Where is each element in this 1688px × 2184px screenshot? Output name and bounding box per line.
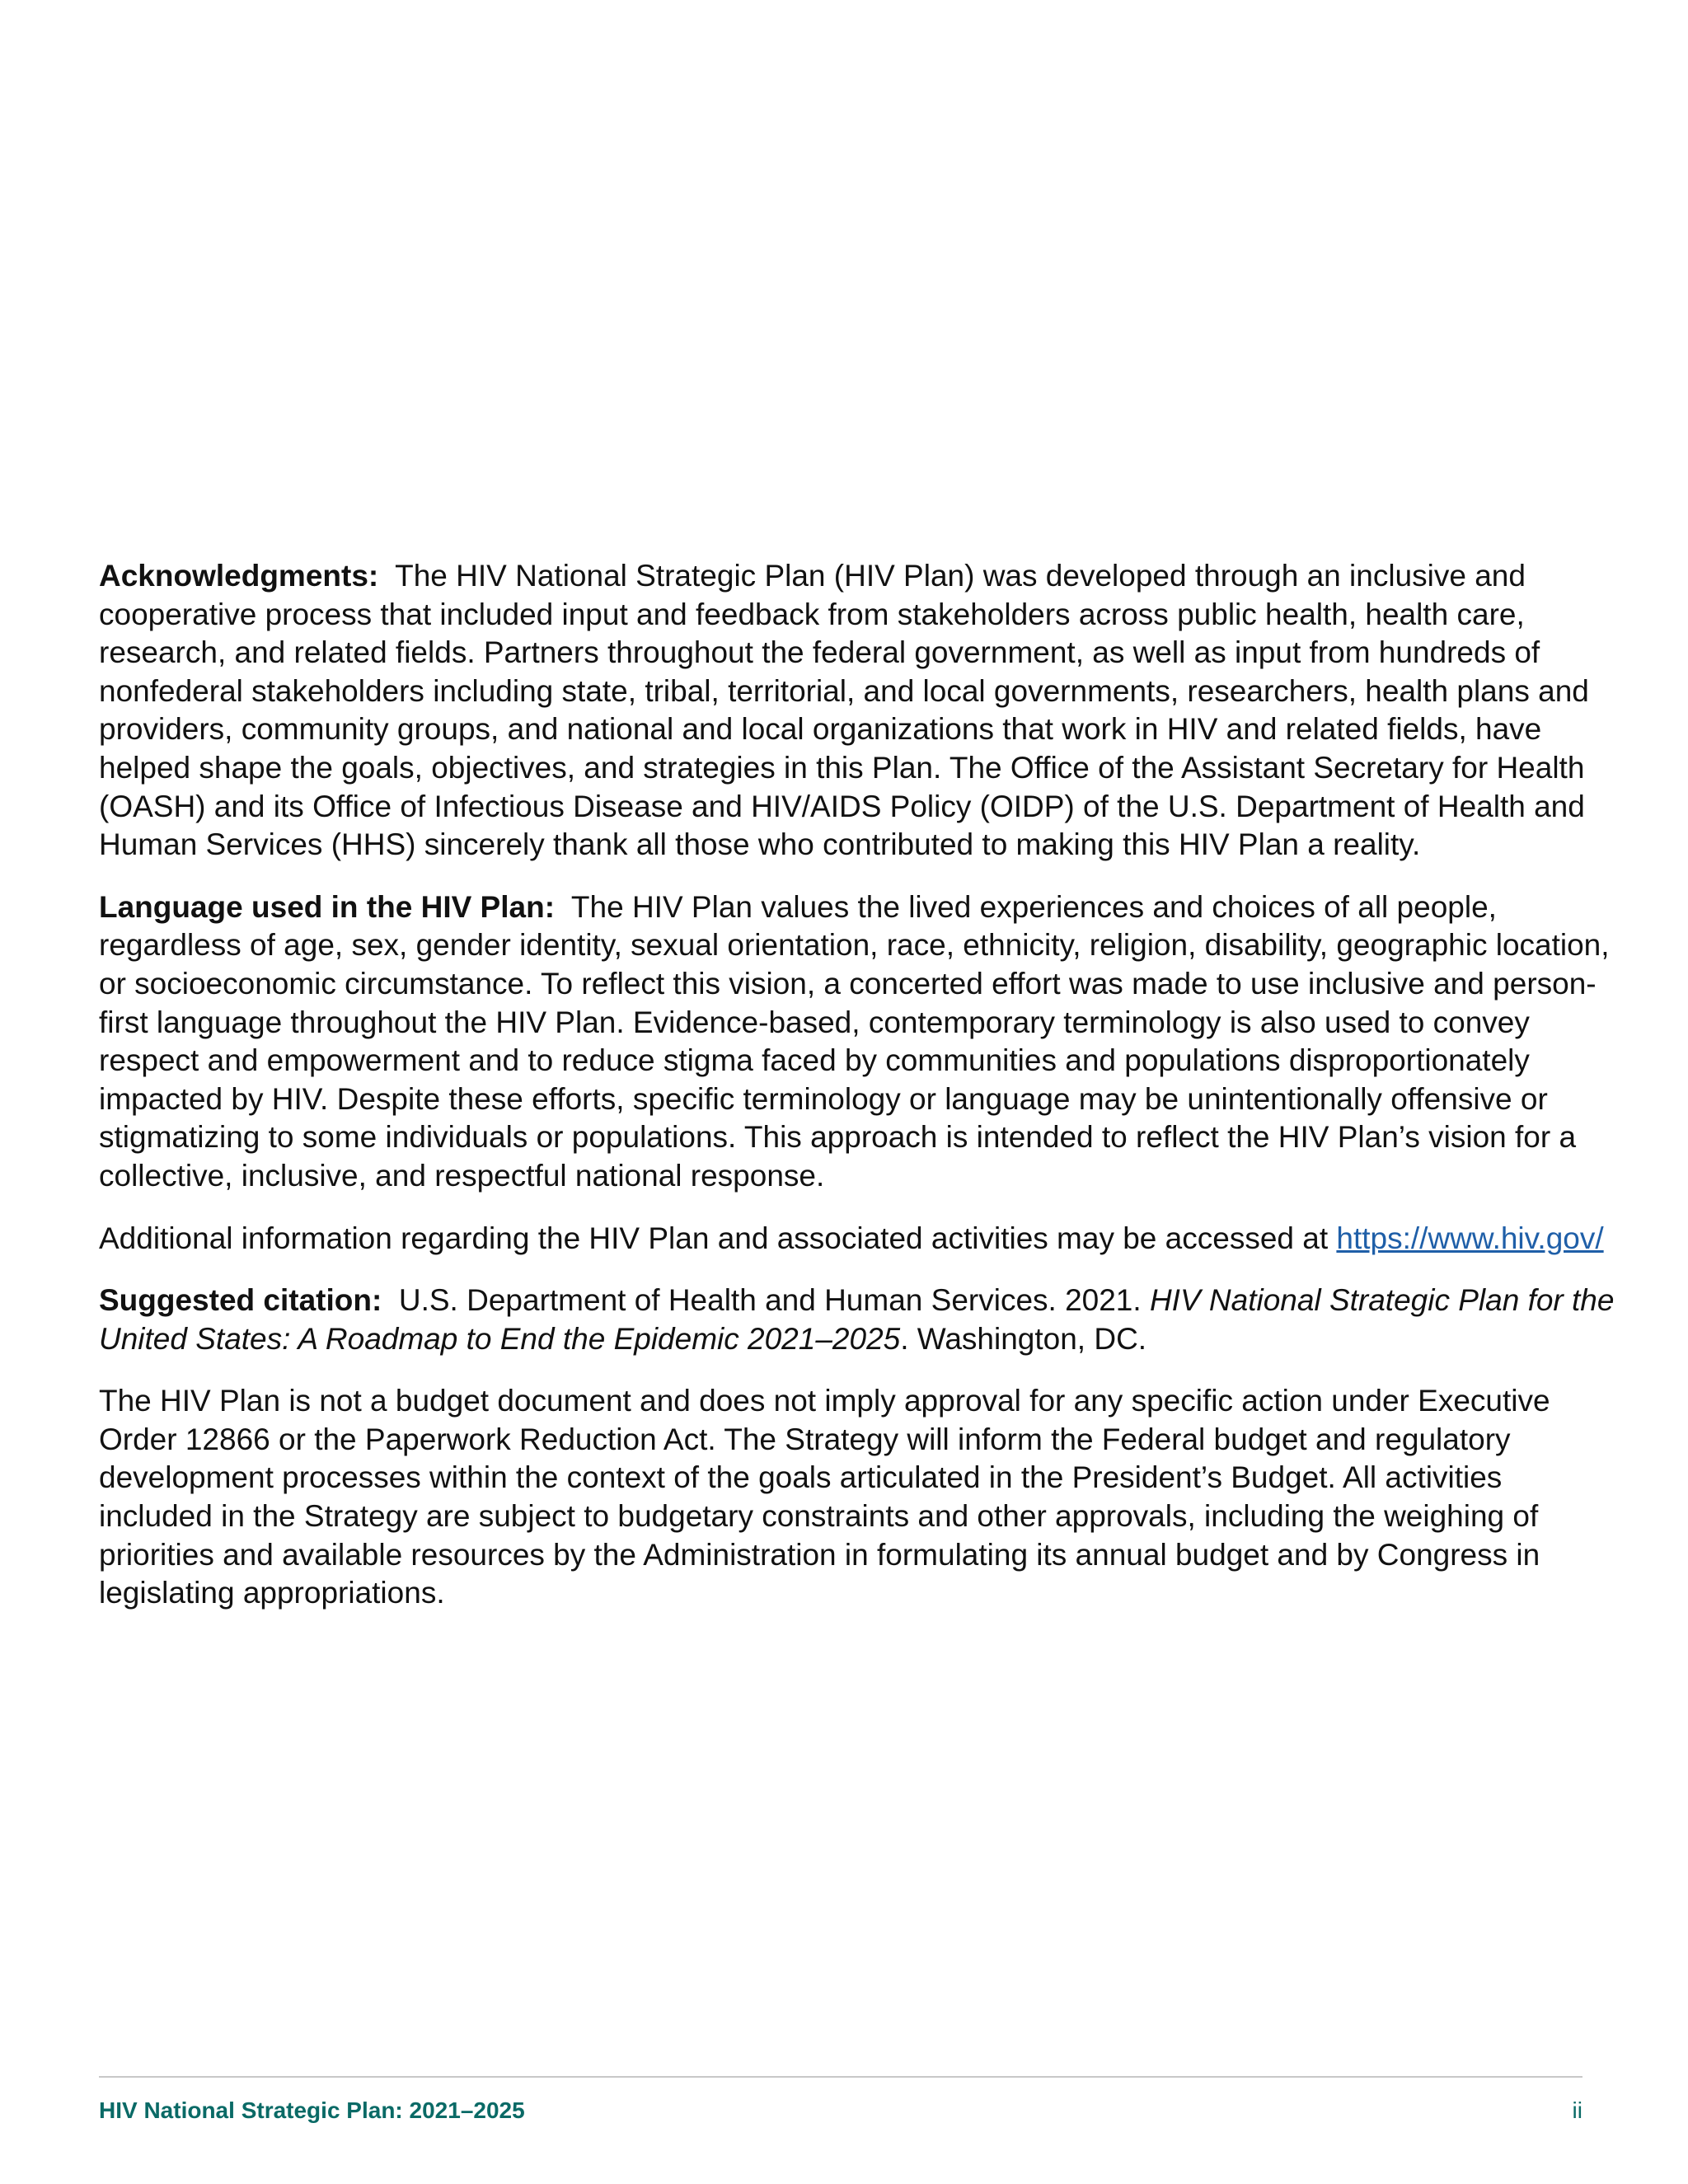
additional-info-paragraph [99,1220,1624,1258]
citation-title: HIV National Strategic Plan for the United States: A Roadmap to End the Epidemic 2021–2025 [99,1283,1615,1356]
footer-title: HIV National Strategic Plan: 2021–2025 [99,2097,525,2123]
citation-location: . Washington, DC. [900,1321,1147,1356]
hiv-gov-link[interactable]: https://www.hiv.gov/ [1336,1221,1604,1255]
citation-paragraph [99,1282,1624,1358]
page-content [99,557,1624,1637]
disclaimer-paragraph [99,1382,1624,1613]
language-text: The HIV Plan values the lived experiences and choices of all people, regardless of age, sex, gender identity, sexual orientation, race, ethnicity, religion, disability, geographic location, or socioeconomic circumstance. To reflect this vision, a concerted effort was made to use inclusive and person-first language throughout the HIV Plan. Evidence-based, contemporary terminology is also used to convey respect and empowerment and to reduce stigma faced by communities and populations disproportionately impacted by HIV. Despite these efforts, specific terminology or language may be unintentionally offensive or stigmatizing to some individuals or populations. This approach is intended to reflect the HIV Plan’s vision for a collective, inclusive, and respectful national response. [99,889,1610,1193]
page-number: ii [1572,2097,1582,2123]
language-heading: Language used in the HIV Plan: [99,889,556,924]
citation-heading: Suggested citation: [99,1283,382,1318]
acknowledgments-text: The HIV National Strategic Plan (HIV Plan) was developed through an inclusive and cooperative process that included input and feedback from stakeholders across public health, health care, research, and related fields. Partners throughout the federal government, as well as input from hundreds of nonfederal stakeholders including state, tribal, territorial, and local governments, researchers, health plans and providers, community groups, and national and local organizations that work in HIV and related fields, have helped shape the goals, objectives, and strategies in this Plan. The Office of the Assistant Secretary for Health (OASH) and its Office of Infectious Disease and HIV/AIDS Policy (OIDP) of the U.S. Department of Health and Human Services (HHS) sincerely thank all those who contributed to making this HIV Plan a reality. [99,559,1589,862]
disclaimer-text: The HIV Plan is not a budget document and does not imply approval for any specific action under Executive Order 12866 or the Paperwork Reduction Act. The Strategy will inform the Federal budget and regulatory development processes within the context of the goals articulated in the President’s Budget. All activities included in the Strategy are subject to budgetary constraints and other approvals, including the weighing of priorities and available resources by the Administration in formulating its annual budget and by Congress in legislating appropriations. [99,1384,1550,1610]
language-paragraph [99,888,1624,1196]
footer-divider [99,2076,1582,2078]
acknowledgments-heading: Acknowledgments: [99,559,379,593]
additional-info-text: Additional information regarding the HIV Plan and associated activities may be accessed at [99,1221,1329,1255]
citation-text: U.S. Department of Health and Human Services. 2021. [398,1283,1142,1318]
acknowledgments-paragraph [99,557,1624,865]
